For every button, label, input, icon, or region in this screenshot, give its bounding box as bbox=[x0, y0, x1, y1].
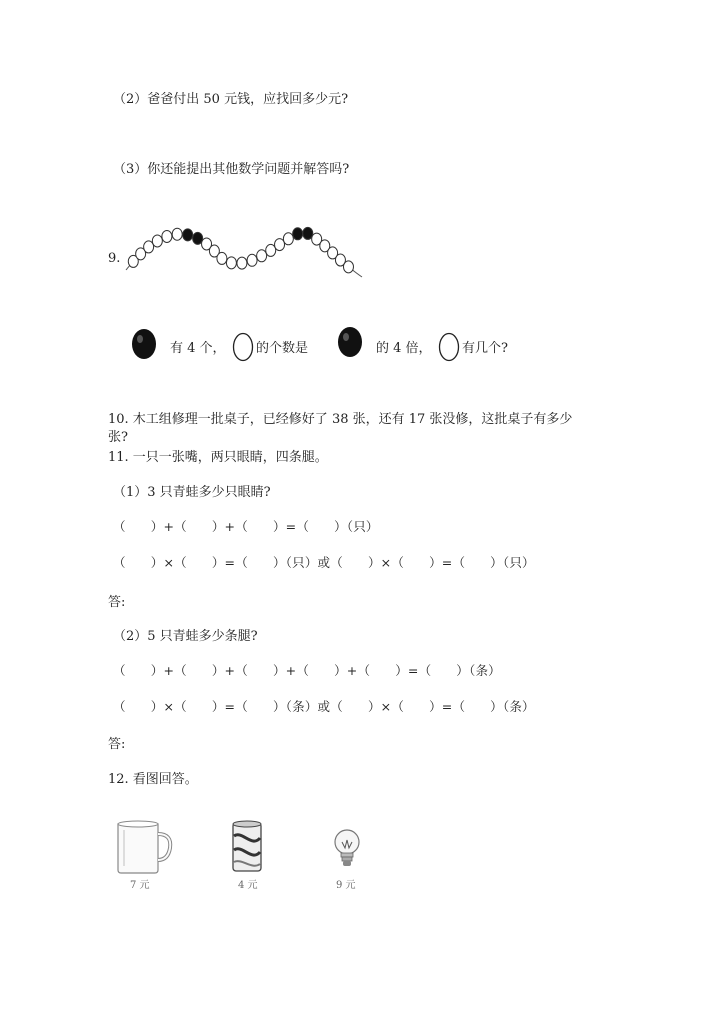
white-bead bbox=[226, 257, 236, 269]
black-bead-icon bbox=[336, 326, 364, 358]
white-bead bbox=[172, 228, 182, 240]
q11-answer2: 答: bbox=[108, 737, 126, 752]
white-bead bbox=[162, 230, 172, 242]
q9-text-2: 的个数是 bbox=[256, 341, 309, 356]
q11-part1-multiplication: （ ）×（ ）=（ ）（只）或（ ）×（ ）=（ ）（只） bbox=[113, 555, 535, 570]
white-bead bbox=[152, 235, 162, 247]
white-bead bbox=[257, 250, 267, 262]
mug-icon bbox=[112, 820, 176, 876]
q9-text-1: 有 4 个， bbox=[170, 341, 226, 356]
q8-part2: （2）爸爸付出 50 元钱，应找回多少元? bbox=[113, 92, 349, 107]
white-bead bbox=[283, 233, 293, 245]
light-bulb-icon bbox=[330, 828, 364, 874]
q12-title: 12. 看图回答。 bbox=[108, 772, 198, 787]
q10-line1: 10. 木工组修理一批桌子，已经修好了 38 张，还有 17 张没修，这批桌子有多少 bbox=[108, 412, 573, 427]
bulb-price: 9 元 bbox=[336, 880, 356, 891]
white-bead bbox=[343, 261, 353, 273]
q9-number: 9. bbox=[108, 251, 121, 266]
q8-part3: （3）你还能提出其他数学问题并解答吗? bbox=[113, 162, 350, 177]
white-bead bbox=[217, 252, 227, 264]
black-bead bbox=[303, 227, 313, 239]
q11-part2-multiplication: （ ）×（ ）=（ ）（条）或（ ）×（ ）=（ ）（条） bbox=[113, 699, 535, 714]
white-bead-icon bbox=[232, 332, 254, 362]
black-bead-icon bbox=[130, 328, 158, 360]
q11-answer1: 答: bbox=[108, 595, 126, 610]
q11-part1-addition: （ ）+（ ）+（ ）=（ ）（只） bbox=[113, 519, 379, 534]
q9-text-3: 的 4 倍， bbox=[376, 341, 432, 356]
black-bead bbox=[193, 232, 203, 244]
q9-text-4: 有几个? bbox=[462, 341, 508, 356]
q11-title: 11. 一只一张嘴，两只眼睛，四条腿。 bbox=[108, 450, 328, 465]
can-icon bbox=[228, 818, 268, 874]
can-price: 4 元 bbox=[238, 880, 258, 891]
mug-price: 7 元 bbox=[130, 880, 150, 891]
q10-line2: 张? bbox=[108, 430, 128, 445]
white-bead bbox=[247, 254, 257, 266]
q11-part2-addition: （ ）+（ ）+（ ）+（ ）+（ ）=（ ）（条） bbox=[113, 663, 501, 678]
black-bead bbox=[293, 228, 303, 240]
q11-part2: （2）5 只青蛙多少条腿? bbox=[113, 629, 258, 644]
white-bead-icon bbox=[438, 332, 460, 362]
white-bead bbox=[237, 257, 247, 269]
bead-string-illustration bbox=[122, 225, 372, 285]
black-bead bbox=[183, 229, 193, 241]
q11-part1: （1）3 只青蛙多少只眼睛? bbox=[113, 485, 271, 500]
